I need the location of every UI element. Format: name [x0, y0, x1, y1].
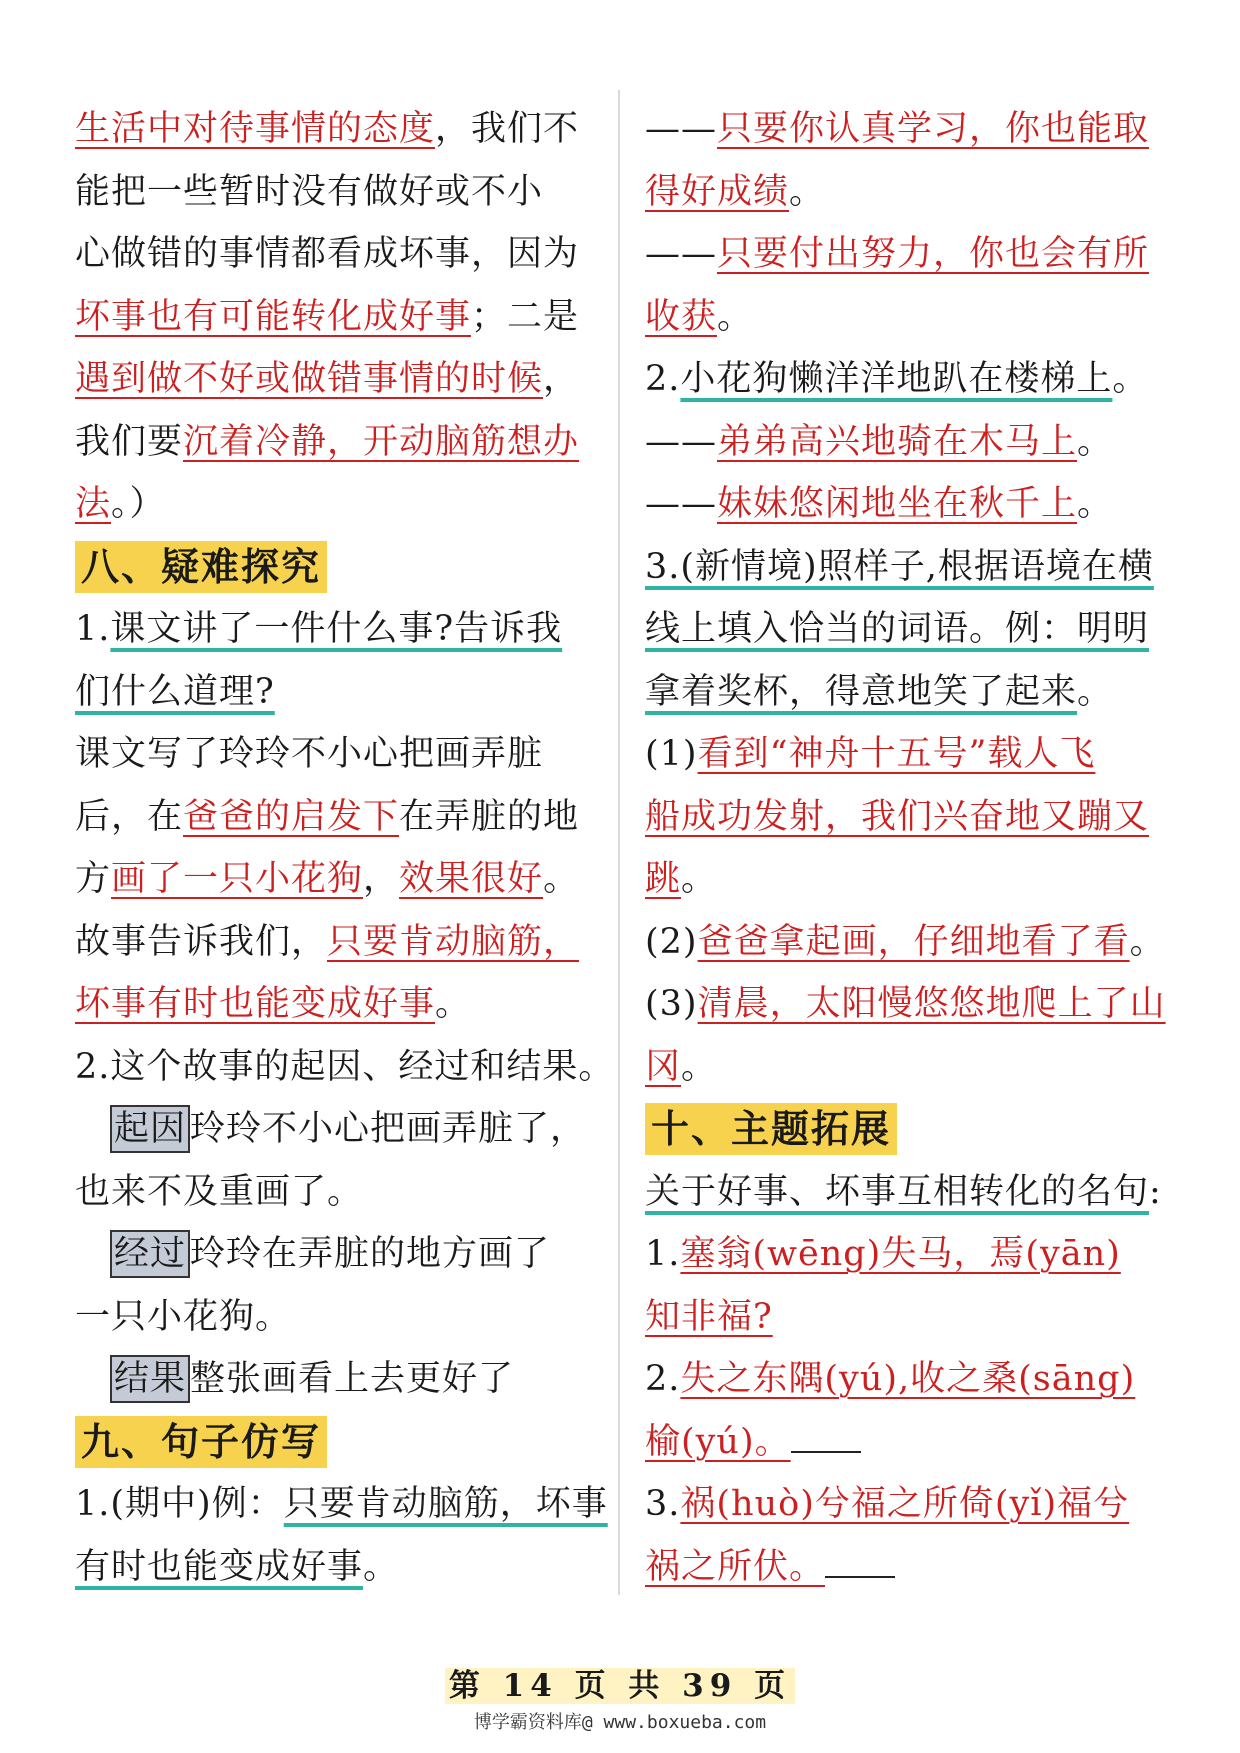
section-heading-8: 八、疑难探究: [75, 536, 605, 599]
proverb-3: 3.祸(huò)兮福之所倚(yǐ)福兮: [645, 1484, 1130, 1524]
text-line: 遇到做不好或做错事情的时候，: [75, 359, 580, 399]
answer-line: 收获。: [645, 296, 754, 337]
question-line: 2.小花狗懒洋洋地趴在楼梯上。: [645, 359, 1149, 399]
result-line: 结果 整张画看上去更好了: [75, 1348, 605, 1411]
question-1-cont: 们什么道理?: [75, 671, 275, 712]
answer-line: (2)爸爸拿起画，仔细地看了看。: [645, 921, 1166, 962]
question-line: 3.(新情境)照样子,根据语境在横: [645, 546, 1154, 587]
answer-line: ——只要付出努力，你也会有所: [645, 234, 1150, 274]
section-heading-9: 九、句子仿写: [75, 1411, 605, 1474]
question-2: 2.这个故事的起因、经过和结果。: [75, 1046, 615, 1087]
proverb-2-cont: 榆(yú)。: [645, 1411, 1175, 1474]
answer-line: 冈。: [645, 1046, 718, 1087]
left-column: [75, 98, 615, 1598]
answer-line: (1)看到“神舟十五号”载人飞: [645, 734, 1096, 774]
answer-line: 课文写了玲玲不小心把画弄脏: [75, 734, 544, 774]
proverb-3-cont: 祸之所伏。: [645, 1536, 1175, 1599]
answer-line: ——妹妹悠闲地坐在秋千上。: [645, 484, 1114, 524]
section-heading-10: 十、主题拓展: [645, 1098, 1175, 1161]
right-column: [645, 98, 1175, 1598]
answer-line: 后，在爸爸的启发下在弄脏的地: [75, 796, 580, 837]
proverb-2: 2.失之东隅(yú),收之桑(sāng): [645, 1359, 1136, 1399]
process-tag: 经过: [110, 1230, 190, 1278]
page-number: 第 14 页 共 39 页: [0, 1660, 1240, 1705]
answer-line: ——弟弟高兴地骑在木马上。: [645, 421, 1114, 462]
text-line: 能把一些暂时没有做好或不小: [75, 171, 544, 212]
text-line: 坏事也有可能转化成好事；二是: [75, 296, 580, 337]
text-line: 心做错的事情都看成坏事，因为: [75, 234, 580, 274]
proverb-1-cont: 知非福?: [645, 1296, 773, 1337]
cause-line-cont: 也来不及重画了。: [75, 1171, 364, 1212]
cause-line: 起因 玲玲不小心把画弄脏了，: [75, 1098, 605, 1161]
topic-intro: 关于好事、坏事互相转化的名句:: [645, 1171, 1162, 1212]
imitation-example: 1.(期中)例：只要肯动脑筋，坏事: [75, 1484, 608, 1524]
column-divider: [618, 90, 620, 1595]
text-line: 我们要沉着冷静，开动脑筋想办: [75, 421, 580, 462]
answer-line: 跳。: [645, 859, 718, 899]
answer-line: (3)清晨，太阳慢悠悠地爬上了山: [645, 984, 1166, 1024]
proverb-1: 1.塞翁(wēng)失马，焉(yān): [645, 1234, 1121, 1274]
process-line: 经过 玲玲在弄脏的地方画了: [75, 1223, 605, 1286]
process-line-cont: 一只小花狗。: [75, 1296, 292, 1337]
text-line: 法。）: [75, 484, 166, 524]
question-1: 1.课文讲了一件什么事?告诉我: [75, 609, 563, 649]
answer-line: 故事告诉我们，只要肯动脑筋，: [75, 921, 580, 962]
blank-underline: [825, 1546, 895, 1578]
question-line: 拿着奖杯，得意地笑了起来。: [645, 671, 1114, 712]
answer-line: 方画了一只小花狗，效果很好。: [75, 859, 580, 899]
result-tag: 结果: [110, 1355, 190, 1403]
cause-tag: 起因: [110, 1105, 190, 1153]
watermark: 博学霸资料库@ www.boxueba.com: [473, 1712, 767, 1733]
blank-underline: [791, 1421, 861, 1453]
answer-line: 得好成绩。: [645, 171, 826, 212]
answer-line: 坏事有时也能变成好事。: [75, 984, 472, 1024]
imitation-example-cont: 有时也能变成好事。: [75, 1546, 400, 1587]
text-line: 生活中对待事情的态度，我们不: [75, 109, 580, 149]
answer-line: ——只要你认真学习，你也能取: [645, 109, 1150, 149]
question-line: 线上填入恰当的词语。例：明明: [645, 609, 1150, 649]
answer-line: 船成功发射，我们兴奋地又蹦又: [645, 796, 1150, 837]
